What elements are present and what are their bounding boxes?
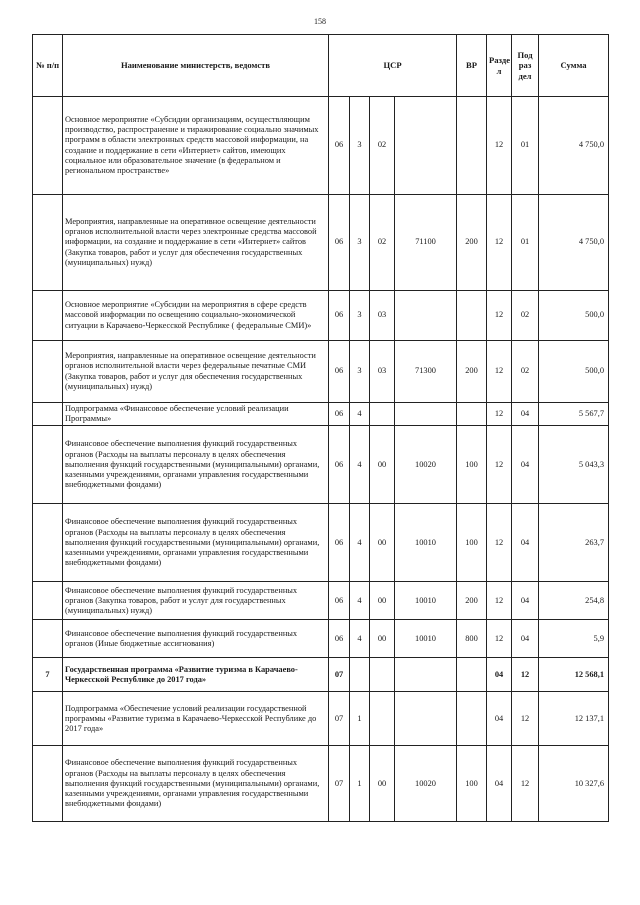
row-razdel: 12 [487, 97, 512, 195]
table-row [33, 692, 609, 746]
row-name: Подпрограмма «Обеспечение условий реализации государственной программы «Развитие туризма в Карачаево-Черкесской Республике до 2017 года» [63, 692, 329, 746]
header-num: № п/п [33, 35, 63, 97]
header-podrazdel: Под раз дел [512, 35, 539, 97]
row-name: Финансовое обеспечение выполнения функций государственных органов (Иные бюджетные ассигнования) [63, 620, 329, 658]
row-vr: 800 [457, 620, 487, 658]
row-num: 7 [33, 658, 63, 692]
row-sum: 254,8 [539, 582, 609, 620]
row-name: Финансовое обеспечение выполнения функций государственных органов (Расходы на выплаты персоналу в целях обеспечения выполнения функций государственными (муниципальными) органами, казенными учреждениями, органами управления государственными внебюджетными фондами) [63, 746, 329, 822]
row-name: Финансовое обеспечение выполнения функций государственных органов (Закупка товаров, работ и услуг для государственных (муниципальных) нужд) [63, 582, 329, 620]
row-sum: 263,7 [539, 504, 609, 582]
row-name: Финансовое обеспечение выполнения функций государственных органов (Расходы на выплаты персоналу в целях обеспечения выполнения функций государственными (муниципальными) органами, казенными учреждениями, органами управления государственными внебюджетными фондами) [63, 504, 329, 582]
row-name: Основное мероприятие «Субсидии на мероприятия в сфере средств массовой информации по освещению социально-экономической ситуации в Карачаево-Черкесской Республике ( федеральные СМИ)» [63, 291, 329, 341]
row-vr [457, 97, 487, 195]
row-razdel: 12 [487, 291, 512, 341]
row-vr [457, 291, 487, 341]
csr-event: 02 [370, 195, 395, 291]
csr-direction: 10020 [395, 746, 457, 822]
row-razdel: 04 [487, 746, 512, 822]
row-sum: 5 043,3 [539, 426, 609, 504]
row-name: Подпрограмма «Финансовое обеспечение условий реализации Программы» [63, 403, 329, 426]
row-podrazdel: 01 [512, 97, 539, 195]
row-podrazdel: 04 [512, 582, 539, 620]
row-podrazdel: 12 [512, 692, 539, 746]
csr-direction: 10010 [395, 620, 457, 658]
table-row [33, 341, 609, 403]
csr-direction [395, 291, 457, 341]
row-name: Мероприятия, направленные на оперативное освещение деятельности органов исполнительной власти через электронные средства массовой информации, на создание и поддержание в сети «Интернет» сайтов (Закупка товаров, работ и услуг для обеспечения государственных (муниципальных) нужд) [63, 195, 329, 291]
row-num [33, 504, 63, 582]
csr-direction [395, 403, 457, 426]
row-sum: 12 137,1 [539, 692, 609, 746]
csr-direction: 71300 [395, 341, 457, 403]
row-vr: 100 [457, 746, 487, 822]
csr-event: 00 [370, 582, 395, 620]
table-row [33, 504, 609, 582]
row-name: Финансовое обеспечение выполнения функций государственных органов (Расходы на выплаты персоналу в целях обеспечения выполнения функций государственными (муниципальными) органами, казенными учреждениями, органами управления государственными внебюджетными фондами) [63, 426, 329, 504]
row-num [33, 620, 63, 658]
row-razdel: 12 [487, 195, 512, 291]
csr-direction [395, 692, 457, 746]
row-sum: 5 567,7 [539, 403, 609, 426]
budget-table [32, 34, 609, 822]
row-podrazdel: 04 [512, 504, 539, 582]
csr-direction: 10010 [395, 582, 457, 620]
csr-program: 06 [329, 504, 350, 582]
csr-program: 06 [329, 195, 350, 291]
row-podrazdel: 02 [512, 341, 539, 403]
csr-program: 06 [329, 291, 350, 341]
row-podrazdel: 04 [512, 426, 539, 504]
csr-event: 00 [370, 426, 395, 504]
row-sum: 4 750,0 [539, 97, 609, 195]
row-sum: 4 750,0 [539, 195, 609, 291]
row-razdel: 04 [487, 692, 512, 746]
row-vr: 100 [457, 504, 487, 582]
csr-subprogram: 3 [350, 291, 370, 341]
csr-direction: 71100 [395, 195, 457, 291]
csr-program: 07 [329, 658, 350, 692]
table-row [33, 403, 609, 426]
csr-program: 06 [329, 582, 350, 620]
page-number: 158 [314, 17, 326, 26]
row-razdel: 12 [487, 426, 512, 504]
csr-subprogram: 3 [350, 97, 370, 195]
table-row [33, 658, 609, 692]
row-sum: 10 327,6 [539, 746, 609, 822]
row-vr [457, 692, 487, 746]
row-vr: 200 [457, 195, 487, 291]
csr-event: 00 [370, 620, 395, 658]
row-podrazdel: 12 [512, 746, 539, 822]
header-name: Наименование министерств, ведомств [63, 35, 329, 97]
row-vr [457, 403, 487, 426]
csr-subprogram: 3 [350, 195, 370, 291]
csr-subprogram: 4 [350, 426, 370, 504]
row-podrazdel: 04 [512, 403, 539, 426]
csr-program: 07 [329, 746, 350, 822]
csr-event: 03 [370, 341, 395, 403]
csr-program: 06 [329, 403, 350, 426]
csr-subprogram: 1 [350, 692, 370, 746]
csr-subprogram [350, 658, 370, 692]
header-vr: ВР [457, 35, 487, 97]
csr-direction: 10020 [395, 426, 457, 504]
table-row [33, 620, 609, 658]
row-razdel: 12 [487, 403, 512, 426]
row-num [33, 341, 63, 403]
row-sum: 5,9 [539, 620, 609, 658]
csr-program: 07 [329, 692, 350, 746]
row-razdel: 12 [487, 504, 512, 582]
table-row [33, 426, 609, 504]
row-vr [457, 658, 487, 692]
csr-subprogram: 4 [350, 582, 370, 620]
row-name: Государственная программа «Развитие туризма в Карачаево-Черкесской Республике до 2017 года» [63, 658, 329, 692]
row-podrazdel: 04 [512, 620, 539, 658]
header-razdel: Разде л [487, 35, 512, 97]
row-sum: 500,0 [539, 291, 609, 341]
table-row [33, 97, 609, 195]
csr-event: 00 [370, 504, 395, 582]
row-podrazdel: 02 [512, 291, 539, 341]
csr-program: 06 [329, 97, 350, 195]
row-num [33, 195, 63, 291]
row-sum: 12 568,1 [539, 658, 609, 692]
table-header-row [33, 35, 609, 97]
csr-subprogram: 1 [350, 746, 370, 822]
row-name: Мероприятия, направленные на оперативное освещение деятельности органов исполнительной власти через федеральные печатные СМИ (Закупка товаров, работ и услуг для обеспечения государственных (муниципальных) нужд) [63, 341, 329, 403]
csr-event [370, 692, 395, 746]
csr-program: 06 [329, 426, 350, 504]
table-row [33, 746, 609, 822]
row-num [33, 692, 63, 746]
csr-direction [395, 97, 457, 195]
csr-subprogram: 3 [350, 341, 370, 403]
csr-program: 06 [329, 341, 350, 403]
row-sum: 500,0 [539, 341, 609, 403]
row-num [33, 582, 63, 620]
row-razdel: 12 [487, 582, 512, 620]
header-csr: ЦСР [329, 35, 457, 97]
csr-event [370, 403, 395, 426]
row-num [33, 97, 63, 195]
row-razdel: 04 [487, 658, 512, 692]
row-num [33, 403, 63, 426]
table-row [33, 582, 609, 620]
row-num [33, 291, 63, 341]
csr-program: 06 [329, 620, 350, 658]
row-name: Основное мероприятие «Субсидии организациям, осуществляющим производство, распространение и тиражирование социально значимых программ в области электронных средств массовой информации, на создание и поддержание в сети «Интернет» сайтов, имеющих социальное или образовательное значение (в федеральном и региональном пространстве» [63, 97, 329, 195]
row-podrazdel: 01 [512, 195, 539, 291]
row-podrazdel: 12 [512, 658, 539, 692]
csr-subprogram: 4 [350, 403, 370, 426]
row-vr: 200 [457, 341, 487, 403]
csr-subprogram: 4 [350, 620, 370, 658]
csr-event: 00 [370, 746, 395, 822]
csr-direction [395, 658, 457, 692]
row-razdel: 12 [487, 341, 512, 403]
table-row [33, 291, 609, 341]
row-num [33, 746, 63, 822]
row-num [33, 426, 63, 504]
csr-event [370, 658, 395, 692]
table-row [33, 195, 609, 291]
row-razdel: 12 [487, 620, 512, 658]
csr-event: 02 [370, 97, 395, 195]
header-sum: Сумма [539, 35, 609, 97]
csr-subprogram: 4 [350, 504, 370, 582]
row-vr: 200 [457, 582, 487, 620]
row-vr: 100 [457, 426, 487, 504]
csr-direction: 10010 [395, 504, 457, 582]
csr-event: 03 [370, 291, 395, 341]
